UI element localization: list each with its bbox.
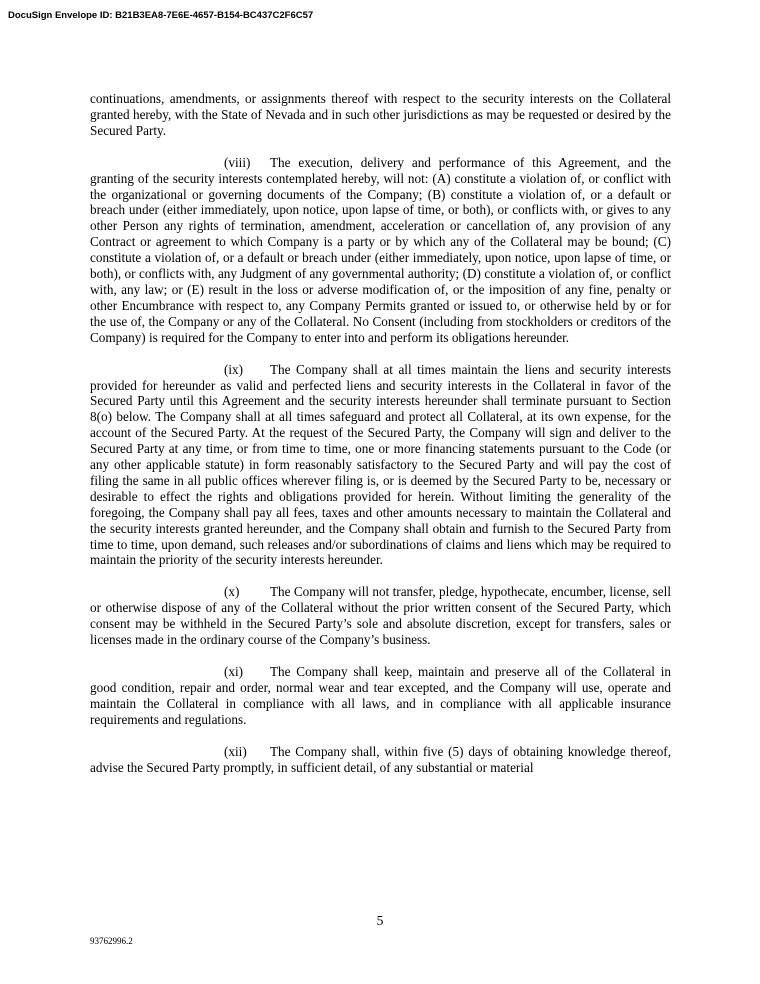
docusign-envelope-id: DocuSign Envelope ID: B21B3EA8-7E6E-4657-B154-BC437C2F6C57 [8,10,314,21]
paragraph-number: (ix) [224,361,244,377]
paragraph-text: The Company shall, within five (5) days of obtaining knowledge thereof, advise the Secured Party promptly, in sufficient detail, of any substantial or material [90,743,671,775]
paragraph-ix [90,362,671,569]
paragraph-number: (viii) [224,154,251,170]
paragraph-number: (x) [224,584,240,600]
paragraph-number: (xi) [224,664,244,679]
paragraph-number: (xii) [224,743,247,759]
paragraph-viii [90,155,671,346]
paragraph-xi [90,664,671,728]
paragraph-text: The execution, delivery and performance of this Agreement, and the granting of the security interests contemplated hereby, will not: (A) constitute a violation of, or conflict with the organizational or governing documents of the Company; (B) constitute a violation of, or a default or breach under (either immediately, upon notice, upon lapse of time, or both), or conflicts with, or gives to any other Person any rights of termination, amendment, acceleration or cancellation of, any provision of any Contract or agreement to which Company is a party or by which any of the Collateral may be bound; (C) constitute a violation of, or a default or breach under (either immediately, upon notice, upon lapse of time, or both), or conflicts with, any Judgment of any governmental authority; (D) constitute a violation of, or conflict with, any law; or (E) result in the loss or adverse modification of, or the imposition of any fine, penalty or other Encumbrance with respect to, any Company Permits granted or issued to, or otherwise held by or for the use of, the Company or any of the Collateral. No Consent (including from stockholders or creditors of the Company) is required for the Company to enter into and perform its obligations hereunder. [90,154,671,345]
paragraph-text: The Company will not transfer, pledge, hypothecate, encumber, license, sell or otherwise dispose of any of the Collateral without the prior written consent of the Secured Party, which consent may be withheld in the Secured Party’s sole and absolute discretion, except for transfers, sales or licenses made in the ordinary course of the Company’s business. [90,584,671,648]
continuation-paragraph: continuations, amendments, or assignments thereof with respect to the security interests on the Collateral granted hereby, with the State of Nevada and in such other jurisdictions as may be requested or desired by the Secured Party. [90,91,671,138]
paragraph-text: The Company shall keep, maintain and preserve all of the Collateral in good condition, repair and order, normal wear and tear excepted, and the Company will use, operate and maintain the Collateral in compliance with all laws, and in compliance with all applicable insurance requirements and regulations. [90,664,671,727]
document-body [90,91,671,791]
paragraph-xii [90,744,671,776]
paragraph-text: The Company shall at all times maintain the liens and security interests provided for hereunder as valid and perfected liens and security interests in the Collateral in favor of the Secured Party until this Agreement and the security interests hereunder shall terminate pursuant to Section 8(o) below. The Company shall at all times safeguard and protect all Collateral, at its own expense, for the account of the Secured Party. At the request of the Secured Party, the Company will sign and deliver to the Secured Party at any time, or from time to time, one or more financing statements pursuant to the Code (or any other applicable statute) in form reasonably satisfactory to the Secured Party and will pay the cost of filing the same in all public offices wherever filing is, or is deemed by the Secured Party to be, necessary or desirable to effect the rights and obligations provided for herein. Without limiting the generality of the foregoing, the Company shall pay all fees, taxes and other amounts necessary to maintain the Collateral and the security interests granted hereunder, and the Company shall obtain and furnish to the Secured Party from time to time, upon demand, such releases and/or subordinations of claims and liens which may be required to maintain the priority of the security interests hereunder. [90,361,671,568]
page-number: 5 [376,913,384,928]
document-id: 93762996.2 [90,936,133,946]
paragraph-x [90,584,671,648]
